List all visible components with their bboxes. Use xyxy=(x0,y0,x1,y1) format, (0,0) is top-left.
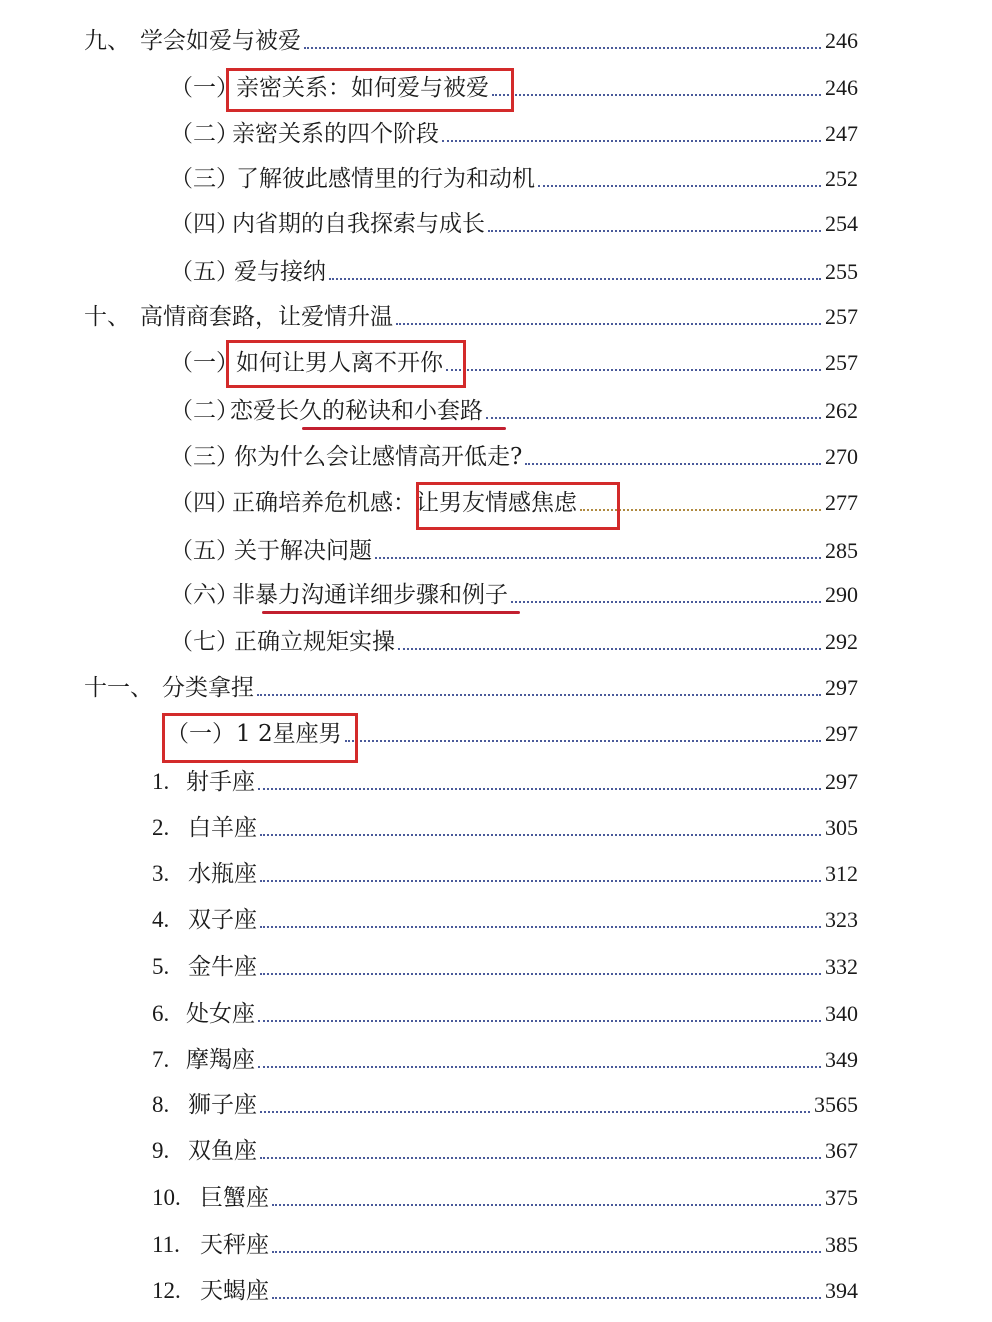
toc-entry-page: 255 xyxy=(825,259,858,284)
toc-entry-page: 375 xyxy=(825,1185,858,1210)
dot-leader xyxy=(272,1297,821,1299)
toc-entry-title: 学会如爱与被爱 xyxy=(140,28,301,54)
toc-entry-page: 290 xyxy=(825,582,858,607)
toc-entry-page: 262 xyxy=(825,398,858,423)
toc-entry-number: （一） xyxy=(166,721,235,747)
toc-entry-number: （四） xyxy=(170,490,239,516)
toc-entry-number: 10. xyxy=(152,1185,181,1210)
toc-entry-title: 恋爱长久的秘诀和小套路 xyxy=(230,398,483,424)
toc-entry[interactable] xyxy=(152,1043,858,1077)
toc-entry-page: 332 xyxy=(825,954,858,979)
toc-entry-page: 297 xyxy=(825,721,858,746)
toc-entry-number: 9. xyxy=(152,1138,170,1163)
toc-entry-title: 天蝎座 xyxy=(200,1278,269,1304)
toc-entry[interactable] xyxy=(152,765,858,799)
toc-entry-page: 285 xyxy=(825,538,858,563)
dot-leader xyxy=(442,140,821,142)
dot-leader xyxy=(272,1251,821,1253)
toc-entry-number: 3. xyxy=(152,861,170,886)
toc-entry-number: 5. xyxy=(152,954,170,979)
toc-entry-number: 4. xyxy=(152,907,170,932)
toc-entry-number: 12. xyxy=(152,1278,181,1303)
toc-entry-number: 6. xyxy=(152,1001,170,1026)
toc-entry-number: 11. xyxy=(152,1232,180,1257)
dot-leader xyxy=(257,694,821,696)
toc-entry-number: （三） xyxy=(170,166,239,192)
toc-entry-title: 巨蟹座 xyxy=(200,1185,269,1211)
dot-leader xyxy=(260,1157,821,1159)
toc-entry[interactable] xyxy=(152,1088,858,1122)
toc-entry[interactable] xyxy=(170,162,858,196)
toc-entry[interactable] xyxy=(152,1134,858,1168)
toc-entry-number: （三） xyxy=(170,444,239,470)
toc-entry-title: 亲密关系的四个阶段 xyxy=(232,121,439,147)
toc-entry[interactable] xyxy=(84,671,858,705)
toc-entry[interactable] xyxy=(166,717,858,751)
toc-entry-page: 247 xyxy=(825,121,858,146)
toc-entry-title: 金牛座 xyxy=(188,954,257,980)
toc-entry[interactable] xyxy=(170,625,858,659)
toc-entry[interactable] xyxy=(170,534,858,568)
toc-entry-number: （五） xyxy=(170,259,239,285)
toc-entry[interactable] xyxy=(152,1274,858,1308)
toc-entry-page: 3565 xyxy=(814,1092,858,1117)
toc-entry-title: 爱与接纳 xyxy=(234,259,326,285)
dot-leader xyxy=(272,1204,821,1206)
toc-entry-title: 双鱼座 xyxy=(188,1138,257,1164)
dot-leader xyxy=(446,369,821,371)
toc-entry-number: （四） xyxy=(170,211,239,237)
toc-entry[interactable] xyxy=(152,997,858,1031)
dot-leader xyxy=(345,740,821,742)
dot-leader xyxy=(486,417,821,419)
dot-leader xyxy=(525,463,821,465)
toc-entry-number: （五） xyxy=(170,538,239,564)
dot-leader xyxy=(258,788,821,790)
toc-entry-page: 367 xyxy=(825,1138,858,1163)
toc-entry-page: 297 xyxy=(825,675,858,700)
toc-entry-title: 射手座 xyxy=(186,769,255,795)
toc-entry[interactable] xyxy=(170,440,858,474)
toc-entry-title: 了解彼此感情里的行为和动机 xyxy=(236,166,535,192)
toc-entry-title: 分类拿捏 xyxy=(162,675,254,701)
toc-entry[interactable] xyxy=(170,207,858,241)
dot-leader xyxy=(375,557,821,559)
toc-entry-page: 305 xyxy=(825,815,858,840)
toc-entry-page: 257 xyxy=(825,350,858,375)
toc-entry-page: 254 xyxy=(825,211,858,236)
toc-entry-title: 天秤座 xyxy=(200,1232,269,1258)
toc-entry-number: 九、 xyxy=(84,28,130,54)
toc-entry-page: 323 xyxy=(825,907,858,932)
toc-entry-title: 1 2星座男 xyxy=(236,721,342,747)
toc-entry-page: 292 xyxy=(825,629,858,654)
toc-entry[interactable] xyxy=(170,346,858,380)
toc-entry[interactable] xyxy=(170,486,858,520)
dot-leader xyxy=(260,926,821,928)
toc-entry-page: 246 xyxy=(825,28,858,53)
toc-entry-number: 2. xyxy=(152,815,170,840)
toc-entry-title: 狮子座 xyxy=(188,1092,257,1118)
toc-entry-number: （一） xyxy=(170,350,239,376)
toc-entry[interactable] xyxy=(170,71,858,105)
toc-entry-number: 十、 xyxy=(84,304,130,330)
toc-entry-number: （七） xyxy=(170,629,239,655)
toc-entry-number: （六） xyxy=(170,582,239,608)
toc-entry-page: 277 xyxy=(825,490,858,515)
dot-leader xyxy=(260,1111,810,1113)
toc-entry-title: 双子座 xyxy=(188,907,257,933)
toc-entry-page: 297 xyxy=(825,769,858,794)
toc-entry[interactable] xyxy=(170,394,858,428)
toc-entry-page: 349 xyxy=(825,1047,858,1072)
toc-entry-page: 252 xyxy=(825,166,858,191)
toc-entry[interactable] xyxy=(152,811,858,845)
toc-entry-page: 257 xyxy=(825,304,858,329)
dot-leader xyxy=(258,1020,821,1022)
dot-leader xyxy=(260,880,821,882)
toc-entry[interactable] xyxy=(84,24,858,58)
dot-leader xyxy=(396,323,821,325)
toc-entry-title: 摩羯座 xyxy=(186,1047,255,1073)
dot-leader xyxy=(260,973,821,975)
toc-entry-number: 8. xyxy=(152,1092,170,1117)
toc-entry[interactable] xyxy=(170,255,858,289)
toc-entry[interactable] xyxy=(152,857,858,891)
toc-entry-number: （一） xyxy=(170,75,239,101)
dot-leader xyxy=(511,601,821,603)
toc-entry-number: （二） xyxy=(170,398,239,424)
toc-entry-page: 340 xyxy=(825,1001,858,1026)
toc-entry[interactable] xyxy=(84,300,858,334)
toc-entry[interactable] xyxy=(152,950,858,984)
toc-entry-page: 394 xyxy=(825,1278,858,1303)
toc-entry-title: 高情商套路，让爱情升温 xyxy=(140,304,393,330)
toc-entry-page: 312 xyxy=(825,861,858,886)
toc-entry-title: 如何让男人离不开你 xyxy=(236,350,443,376)
toc-entry-title: 水瓶座 xyxy=(188,861,257,887)
dot-leader xyxy=(580,509,821,511)
toc-entry-number: 7. xyxy=(152,1047,170,1072)
dot-leader xyxy=(258,1066,821,1068)
toc-entry-title: 亲密关系：如何爱与被爱 xyxy=(236,75,489,101)
toc-entry[interactable] xyxy=(152,1181,858,1215)
toc-entry-page: 270 xyxy=(825,444,858,469)
toc-entry[interactable] xyxy=(152,903,858,937)
dot-leader xyxy=(492,94,821,96)
toc-entry-title: 处女座 xyxy=(186,1001,255,1027)
toc-entry-title: 内省期的自我探索与成长 xyxy=(232,211,485,237)
toc-entry-page: 385 xyxy=(825,1232,858,1257)
toc-entry-title: 你为什么会让感情高开低走? xyxy=(234,444,523,470)
dot-leader xyxy=(488,230,821,232)
toc-entry-title: 正确培养危机感：让男友情感焦虑 xyxy=(232,490,577,516)
dot-leader xyxy=(304,47,821,49)
toc-entry[interactable] xyxy=(152,1228,858,1262)
dot-leader xyxy=(260,834,821,836)
toc-entry-number: 十一、 xyxy=(84,675,153,701)
dot-leader xyxy=(398,648,821,650)
toc-entry[interactable] xyxy=(170,578,858,612)
toc-entry-title: 非暴力沟通详细步骤和例子 xyxy=(232,582,508,608)
dot-leader xyxy=(329,278,821,280)
toc-entry-page: 246 xyxy=(825,75,858,100)
toc-entry[interactable] xyxy=(170,117,858,151)
toc-entry-number: 1. xyxy=(152,769,170,794)
dot-leader xyxy=(538,185,821,187)
toc-entry-number: （二） xyxy=(170,121,239,147)
toc-entry-title: 正确立规矩实操 xyxy=(234,629,395,655)
toc-entry-title: 关于解决问题 xyxy=(234,538,372,564)
toc-entry-title: 白羊座 xyxy=(188,815,257,841)
